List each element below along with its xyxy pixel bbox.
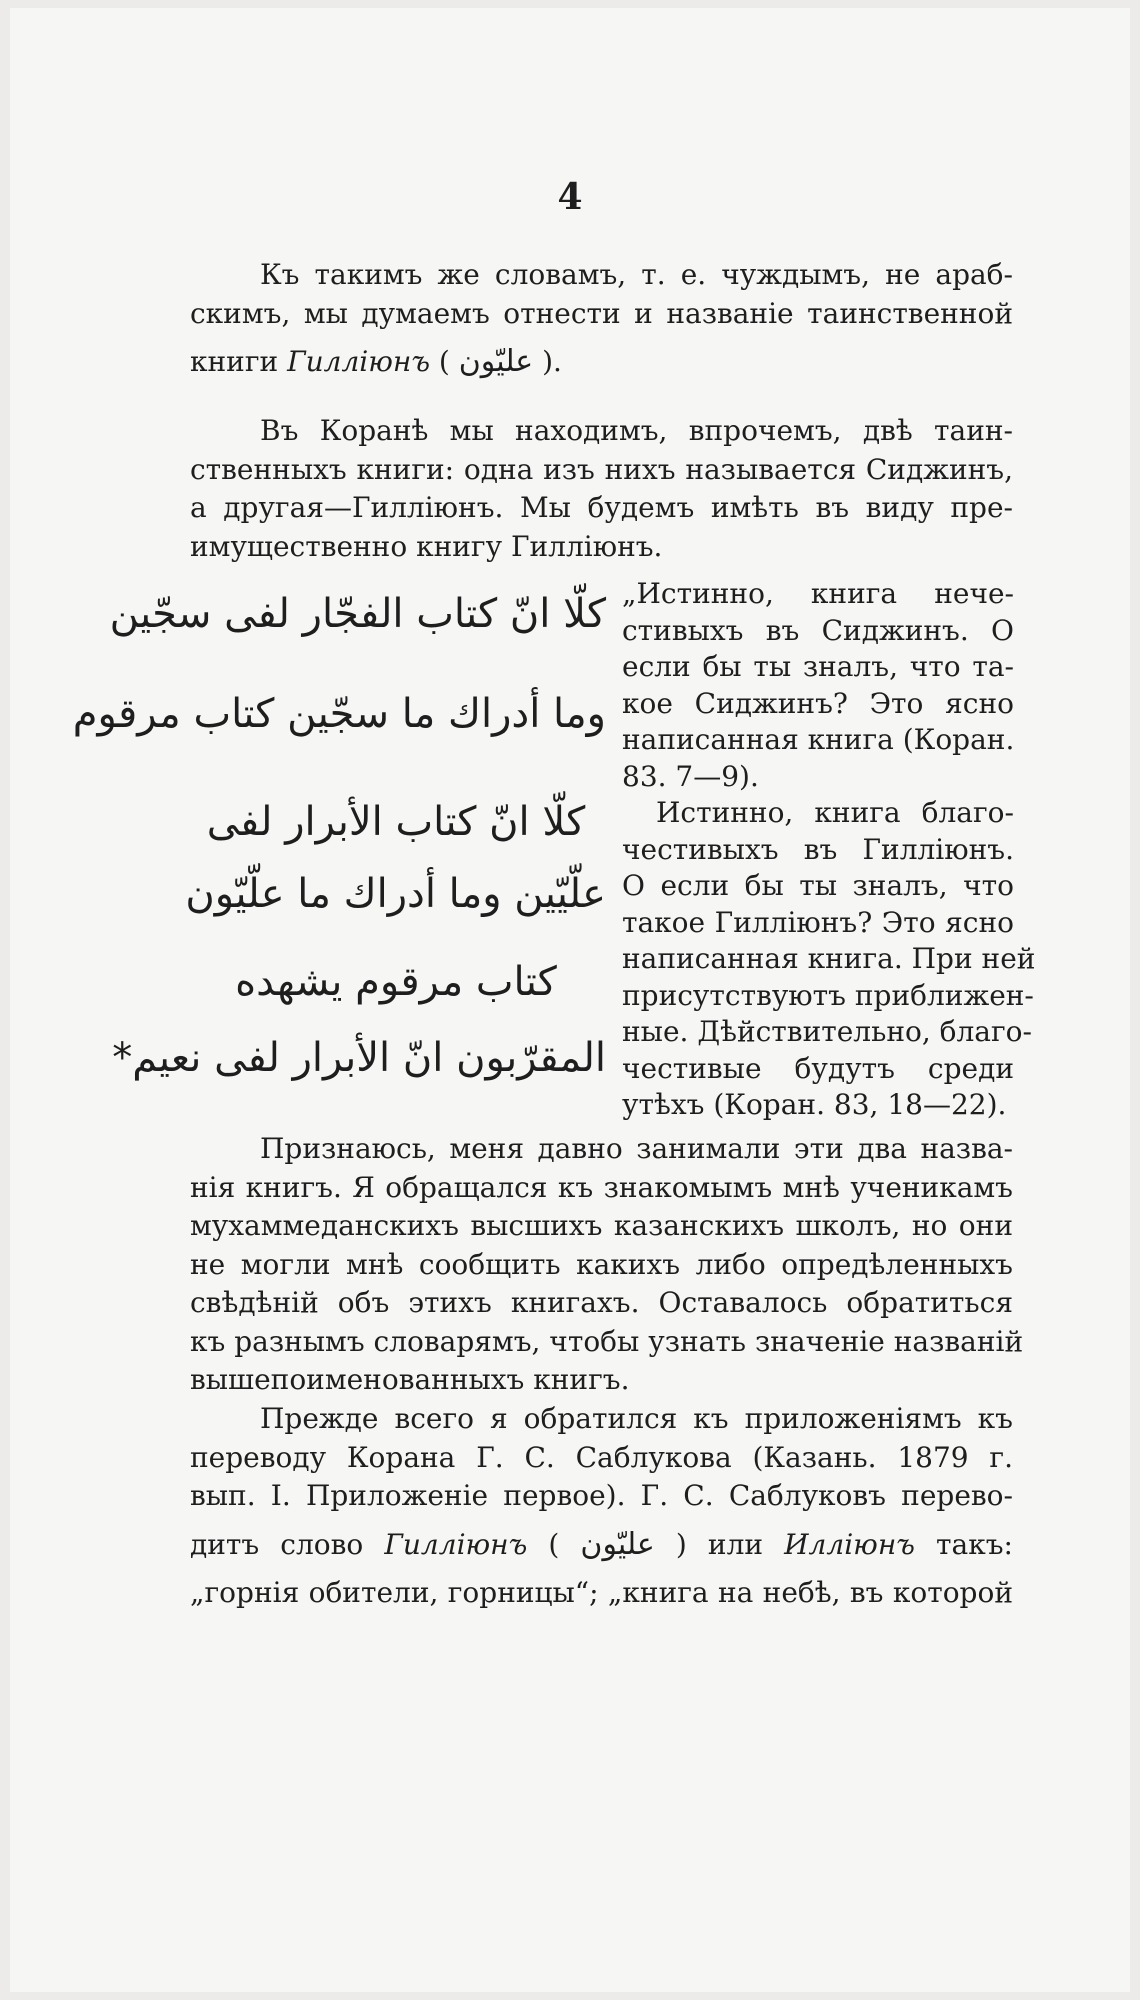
text-line: честивыхъ въ Гилліюнъ.: [622, 832, 1014, 866]
text-line: Къ такимъ же словамъ, т. е. чуждымъ, не араб-: [260, 258, 1013, 291]
page-number: 4: [557, 176, 583, 218]
arabic-verse-line: وما أدراك ما سجّين كتاب مرقوم: [72, 691, 606, 737]
text-line: кое Сиджинъ? Это ясно: [622, 686, 1014, 720]
text-line: утѣхъ (Коран. 83, 18—22).: [622, 1088, 1007, 1121]
text-line: Истинно, книга благо-: [656, 796, 1014, 829]
arabic-verse-line: علّيّين وما أدراك ما علّيّون: [185, 871, 606, 917]
text-line: если бы ты зналъ, что та-: [622, 650, 1014, 683]
text-line: переводу Корана Г. С. Саблукова (Казань. 1879 г.: [190, 1440, 1013, 1474]
text-line: такое Гилліюнъ? Это ясно: [622, 905, 1014, 939]
arabic-verse-line: كتاب مرقوم يشهده: [235, 959, 557, 1005]
text-line: честивые будутъ среди: [622, 1051, 1014, 1085]
italic-word: Иллiюнъ: [784, 1527, 915, 1561]
text-line: Въ Коранѣ мы находимъ, впрочемъ, двѣ таин-: [260, 414, 1013, 447]
text-line: стивыхъ въ Сиджинъ. О: [622, 613, 1014, 647]
italic-word: Гилліюнъ: [384, 1527, 528, 1561]
text-line: къ разнымъ словарямъ, чтобы узнать значеніе названій: [190, 1324, 1024, 1358]
text-line: 83. 7—9).: [622, 759, 759, 793]
paragraph-4: [190, 1400, 1013, 1612]
text-line: ственныхъ книги: одна изъ нихъ называется Сиджинъ,: [190, 452, 1013, 486]
text-line: Признаюсь, меня давно занимали эти два назва-: [260, 1132, 1013, 1165]
text-line: вышепоименованныхъ книгъ.: [190, 1363, 630, 1396]
paragraph-1: [190, 256, 1013, 391]
text-line: присутствуютъ приближен-: [622, 978, 1034, 1012]
text-line: мухаммеданскихъ высшихъ казанскихъ школъ, но они: [190, 1209, 1013, 1242]
text-line: имущественно книгу Гилліюнъ.: [190, 529, 663, 563]
text-line: не могли мнѣ сообщить какихъ либо опредѣленныхъ: [190, 1247, 1013, 1281]
text-line: скимъ, мы думаемъ отнести и названіе таинственной: [190, 296, 1013, 330]
text-line: нія книгъ. Я обращался къ знакомымъ мнѣ ученикамъ: [190, 1170, 1013, 1204]
arabic-word: عليّون: [580, 1526, 655, 1562]
text-line: свѣдѣній объ этихъ книгахъ. Оставалось обратиться: [190, 1286, 1013, 1319]
text-line: а другая—Гилліюнъ. Мы будемъ имѣть въ виду пре-: [190, 491, 1013, 524]
arabic-word: عليّون: [458, 344, 534, 379]
arabic-verse-line: كلّا انّ كتاب الفجّار لفى سجّين: [109, 591, 606, 637]
italic-word: Гилліюнъ: [287, 345, 431, 378]
text-line-with-arabic: книги Гилліюнъ ( عليّون ).: [190, 344, 562, 379]
text-line: „Истинно, книга нече-: [622, 577, 1014, 610]
text-line-with-arabic: дитъ слово Гилліюнъ ( عليّون ) или Иллiюнъ такъ:: [190, 1526, 1013, 1562]
paragraph-2: [190, 412, 1013, 566]
translation-column: [622, 576, 1036, 1124]
text-line: написанная книга. При ней: [622, 942, 1036, 975]
paragraph-3: [190, 1130, 1024, 1400]
text-line: вып. I. Приложеніе первое). Г. С. Саблуковъ перево-: [190, 1479, 1013, 1512]
arabic-verse-line: كلّا انّ كتاب الأبرار لفى: [206, 799, 586, 845]
text-line: написанная книга (Коран.: [622, 723, 1015, 756]
text-line: Прежде всего я обратился къ приложеніямъ къ: [260, 1402, 1013, 1435]
text-line: О если бы ты зналъ, что: [622, 869, 1014, 902]
arabic-verse-line: المقرّبون انّ الأبرار لفى نعيم*: [112, 1035, 606, 1081]
text-line: ные. Дѣйствительно, благо-: [622, 1015, 1032, 1048]
text-line: „горнія обители, горницы“; „книга на небѣ, въ которой: [190, 1575, 1013, 1609]
